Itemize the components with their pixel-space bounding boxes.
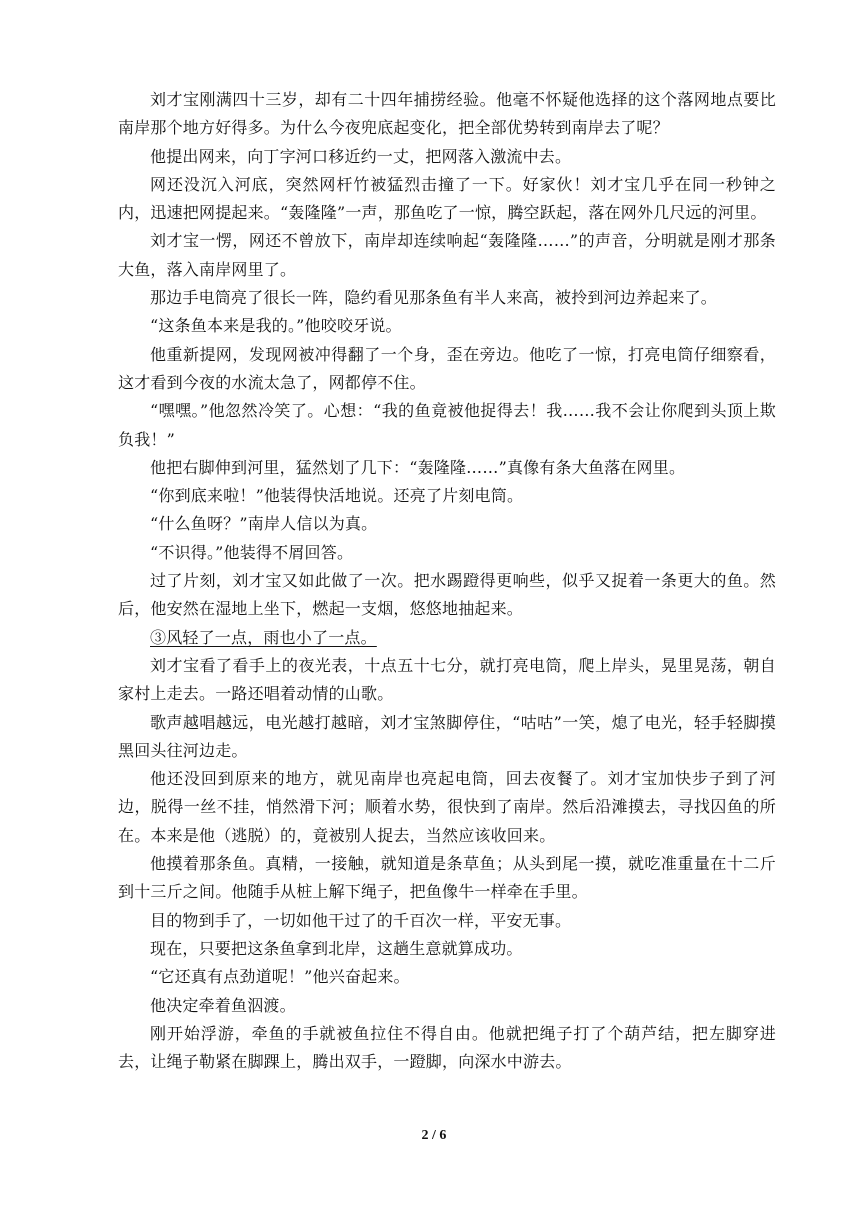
paragraph: 网还没沉入河底，突然网杆竹被猛烈击撞了一下。好家伙！刘才宝几乎在同一秒钟之内，迅速把网提起来。“轰隆隆”一声，那鱼吃了一惊，腾空跃起，落在网外几尺远的河里。 bbox=[118, 174, 776, 223]
text-body bbox=[118, 86, 776, 1076]
page-number: 2 / 6 bbox=[421, 1128, 447, 1143]
paragraph: “嘿嘿。”他忽然冷笑了。心想：“我的鱼竟被他捉得去！我……我不会让你爬到头顶上欺负我！” bbox=[118, 401, 776, 449]
paragraph: 他把右脚伸到河里，猛然划了几下：“轰隆隆……”真像有条大鱼落在网里。 bbox=[150, 457, 686, 477]
paragraph: “这条鱼本来是我的。”他咬咬牙说。 bbox=[150, 316, 402, 336]
paragraph: 他还没回到原来的地方，就见南岸也亮起电筒，回去夜餐了。刘才宝加快步子到了河边，脱得一丝不挂，悄然滑下河；顺着水势，很快到了南岸。然后沿滩摸去，寻找囚鱼的所在。本来是他（逃脱）的，竟被别人捉去，当然应该收回来。 bbox=[118, 769, 776, 845]
paragraph: 他摸着那条鱼。真精，一接触，就知道是条草鱼；从头到尾一摸，就吃准重量在十二斤到十三斤之间。他随手从桩上解下绳子，把鱼像牛一样牵在手里。 bbox=[118, 854, 776, 902]
paragraph: 歌声越唱越远，电光越打越暗，刘才宝煞脚停住，“咕咕”一笑，熄了电光，轻手轻脚摸黑回头往河边走。 bbox=[118, 712, 776, 760]
paragraph: 那边手电筒亮了很长一阵，隐约看见那条鱼有半人来高，被拎到河边养起来了。 bbox=[150, 288, 718, 308]
paragraph: 他提出网来，向丁字河口移近约一丈，把网落入激流中去。 bbox=[150, 146, 572, 166]
paragraph: 刘才宝一愣，网还不曾放下，南岸却连续响起“轰隆隆……”的声音，分明就是刚才那条大鱼，落入南岸网里了。 bbox=[118, 231, 776, 279]
paragraph: “你到底来啦！”他装得快活地说。还亮了片刻电筒。 bbox=[150, 486, 524, 506]
paragraph: 刘才宝刚满四十三岁，却有二十四年捕捞经验。他毫不怀疑他选择的这个落网地点要比南岸那个地方好得多。为什么今夜兜底起变化，把全部优势转到南岸去了呢？ bbox=[118, 90, 776, 138]
paragraph: 他重新提网，发现网被冲得翻了一个身，歪在旁边。他吃了一惊，打亮电筒仔细察看，这才看到今夜的水流太急了，网都停不住。 bbox=[118, 344, 776, 392]
paragraph: 刚开始浮游，牵鱼的手就被鱼拉住不得自由。他就把绳子打了个葫芦结，把左脚穿进去，让绳子勒紧在脚踝上，腾出双手，一蹬脚，向深水中游去。 bbox=[118, 1023, 776, 1072]
paragraph: 现在，只要把这条鱼拿到北岸，这趟生意就算成功。 bbox=[150, 938, 523, 958]
paragraph: “不识得。”他装得不屑回答。 bbox=[150, 542, 354, 562]
paragraph: “什么鱼呀？”南岸人信以为真。 bbox=[150, 514, 378, 534]
underlined-sentence-3 bbox=[118, 624, 776, 652]
paragraph: 过了片刻，刘才宝又如此做了一次。把水踢蹬得更响些，似乎又捉着一条更大的鱼。然后，他安然在湿地上坐下，燃起一支烟，悠悠地抽起来。 bbox=[118, 571, 776, 619]
paragraph: 刘才宝看了看手上的夜光表，十点五十七分，就打亮电筒，爬上岸头，晃里晃荡，朝自家村上走去。一路还唱着动情的山歌。 bbox=[118, 655, 776, 704]
paragraph: 目的物到手了，一切如他干过了的千百次一样，平安无事。 bbox=[150, 910, 572, 930]
paragraph: “它还真有点劲道呢！”他兴奋起来。 bbox=[150, 967, 410, 987]
paragraph: 他决定牵着鱼泅渡。 bbox=[150, 995, 296, 1015]
underlined-text: ③风轻了一点，雨也小了一点。 bbox=[150, 627, 377, 647]
